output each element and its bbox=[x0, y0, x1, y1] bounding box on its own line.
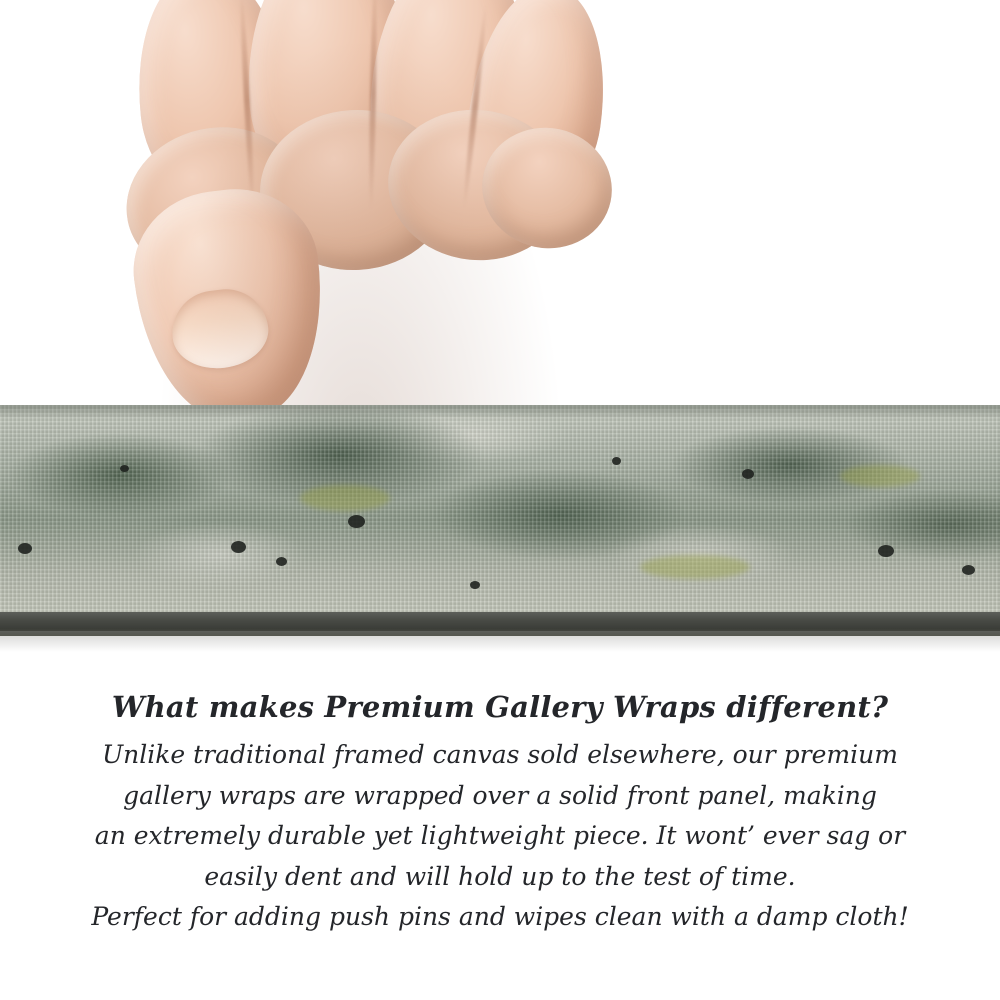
texture-patch bbox=[300, 485, 390, 511]
hand-illustration bbox=[120, 0, 600, 430]
caption-title: What makes Premium Gallery Wraps different? bbox=[111, 690, 889, 724]
texture-patch bbox=[840, 465, 920, 487]
caption-line: easily dent and will hold up to the test of time. bbox=[204, 861, 796, 891]
caption-line: an extremely durable yet lightweight piece. It wont’ ever sag or bbox=[94, 821, 906, 850]
canvas-edge-underglow bbox=[0, 636, 1000, 652]
canvas-edge-depth bbox=[0, 612, 1000, 636]
texture-speck bbox=[348, 515, 365, 528]
texture-speck bbox=[612, 457, 621, 465]
texture-speck bbox=[276, 557, 287, 566]
texture-speck bbox=[878, 545, 894, 557]
texture-speck bbox=[962, 565, 975, 575]
caption-line: gallery wraps are wrapped over a solid front panel, making bbox=[123, 780, 877, 810]
texture-speck bbox=[120, 465, 129, 472]
texture-speck bbox=[231, 541, 246, 553]
caption-line: Perfect for adding push pins and wipes clean with a damp cloth! bbox=[91, 902, 909, 931]
texture-speck bbox=[742, 469, 754, 479]
texture-speck bbox=[470, 581, 480, 589]
canvas-top-shading bbox=[0, 405, 1000, 419]
caption-body bbox=[0, 738, 1000, 934]
texture-speck bbox=[18, 543, 32, 554]
canvas-wrap-edge bbox=[0, 405, 1000, 615]
caption-line: Unlike traditional framed canvas sold elsewhere, our premium bbox=[102, 740, 898, 769]
texture-patch bbox=[640, 555, 750, 579]
canvas-weave-texture bbox=[0, 405, 1000, 615]
caption-block bbox=[0, 690, 1000, 941]
